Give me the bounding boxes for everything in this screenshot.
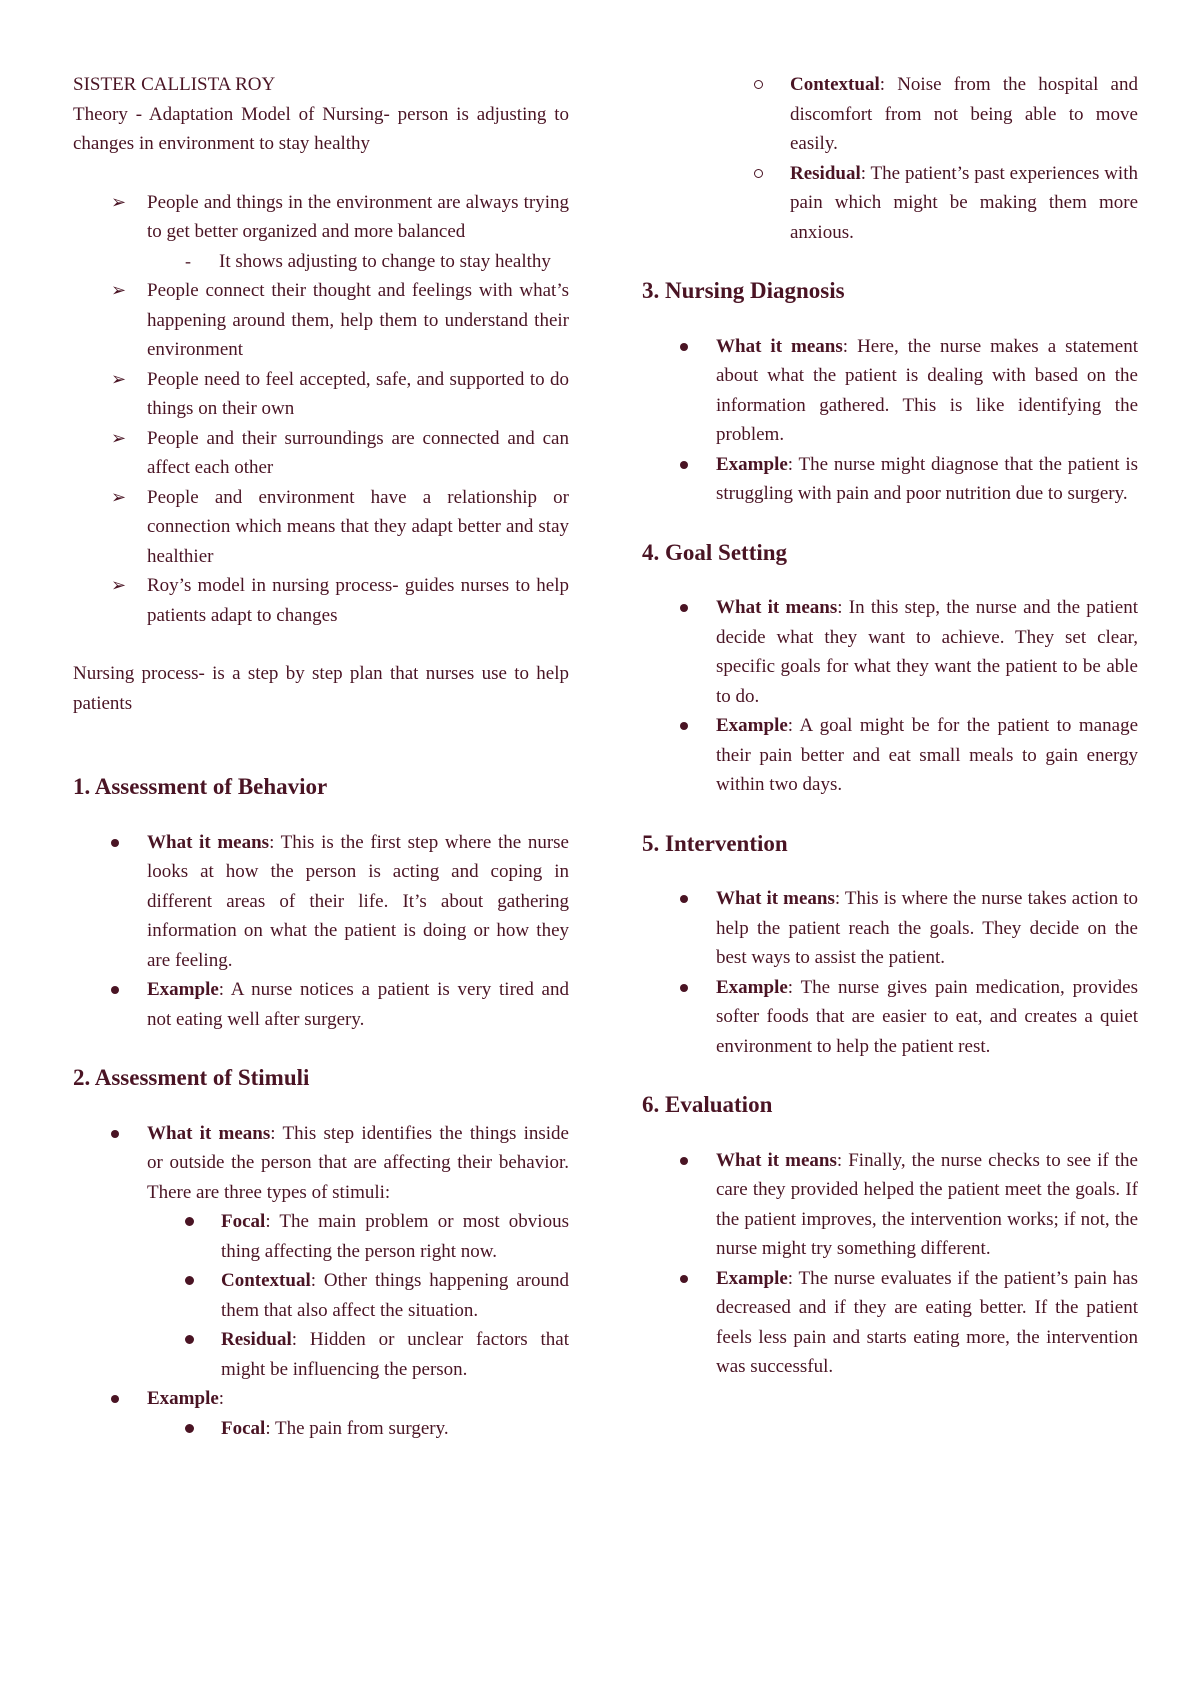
sub-list-item: Focal: The main problem or most obvious thing affecting the person right now. bbox=[73, 1207, 569, 1266]
bullet-circle-icon bbox=[185, 1335, 194, 1344]
bullet-dot-icon bbox=[680, 461, 688, 469]
sub-list-item: Contextual: Noise from the hospital and discomfort from not being able to move easily. bbox=[642, 70, 1138, 159]
right-column bbox=[642, 70, 1138, 1382]
sub-list-item: Residual: The patient’s past experiences with pain which might be making them more anxious. bbox=[642, 159, 1138, 248]
list-item: ➢ Roy’s model in nursing process- guides nurses to help patients adapt to changes bbox=[73, 571, 569, 630]
bullet-dot-icon bbox=[680, 604, 688, 612]
bullet-dot-icon bbox=[680, 1275, 688, 1283]
bullet-circle-icon bbox=[185, 1217, 194, 1226]
sub-list-item: - It shows adjusting to change to stay healthy bbox=[73, 247, 569, 277]
goal-setting-list bbox=[642, 593, 1138, 800]
section-heading-goal-setting: 4. Goal Setting bbox=[642, 539, 788, 565]
intervention-list bbox=[642, 884, 1138, 1061]
nursing-process-definition: Nursing process- is a step by step plan that nurses use to help patients bbox=[73, 663, 569, 714]
bullet-circle-icon bbox=[754, 169, 763, 178]
section-heading-evaluation: 6. Evaluation bbox=[642, 1092, 773, 1117]
arrowhead-bullet-icon: ➢ bbox=[111, 368, 127, 389]
list-item: ➢ People and environment have a relationship or connection which means that they adapt better and stay healthier bbox=[73, 483, 569, 572]
theory-text: Theory - Adaptation Model of Nursing- person is adjusting to changes in environment to stay healthy bbox=[73, 103, 569, 154]
left-column bbox=[73, 70, 569, 1443]
evaluation-list bbox=[642, 1146, 1138, 1382]
assessment-behavior-list bbox=[73, 828, 569, 1035]
list-item: Example: Focal: The pain from surgery. bbox=[73, 1384, 569, 1443]
assessment-stimuli-list bbox=[73, 1119, 569, 1444]
list-item: ➢ People connect their thought and feelings with what’s happening around them, help them to understand their environment bbox=[73, 276, 569, 365]
bullet-circle-icon bbox=[185, 1276, 194, 1285]
arrowhead-bullet-icon: ➢ bbox=[111, 575, 127, 595]
bullet-dot-icon bbox=[111, 1395, 119, 1403]
list-item: ➢ People and their surroundings are connected and can affect each other bbox=[73, 424, 569, 483]
list-item: ➢ People need to feel accepted, safe, and supported to do things on their own bbox=[73, 365, 569, 424]
bullet-dot-icon bbox=[680, 895, 688, 903]
bullet-dot-icon bbox=[680, 722, 688, 730]
list-item: Example: The nurse gives pain medication, provides softer foods that are easier to eat, and creates a quiet environment to help the patient rest. bbox=[642, 973, 1138, 1062]
sub-list-item: Focal: The pain from surgery. bbox=[73, 1414, 569, 1444]
list-item: ➢ People and things in the environment are always trying to get better organized and more balanced - It shows adjusting to change to stay healthy bbox=[73, 188, 569, 277]
document-title: SISTER CALLISTA ROY bbox=[73, 74, 276, 95]
list-item: What it means: This step identifies the things inside or outside the person that are affecting their behavior. There are three types of stimuli: Focal: The main problem or most obvious thing affecting the person right now. Contextual: Other things happening around them that also affect the situation. Residual: Hidden or unclear factors that might be influencing the person. bbox=[73, 1119, 569, 1385]
section-heading-nursing-diagnosis: 3. Nursing Diagnosis bbox=[642, 278, 845, 303]
bullet-dot-icon bbox=[111, 1130, 119, 1138]
bullet-dot-icon bbox=[111, 839, 119, 847]
section-heading-assessment-behavior: 1. Assessment of Behavior bbox=[73, 774, 328, 799]
arrowhead-bullet-icon: ➢ bbox=[111, 191, 127, 212]
list-item: Example: A goal might be for the patient to manage their pain better and eat small meals to gain energy within two days. bbox=[642, 711, 1138, 800]
bullet-dot-icon bbox=[111, 986, 119, 994]
bullet-dot-icon bbox=[680, 343, 688, 351]
list-item: Example: The nurse might diagnose that the patient is struggling with pain and poor nutrition due to surgery. bbox=[642, 450, 1138, 509]
sub-list-item: Residual: Hidden or unclear factors that might be influencing the person. bbox=[73, 1325, 569, 1384]
arrowhead-bullet-icon: ➢ bbox=[111, 486, 127, 507]
section-heading-intervention: 5. Intervention bbox=[642, 830, 788, 856]
stimuli-example-continued-list bbox=[642, 70, 1138, 247]
list-item: What it means: This is the first step where the nurse looks at how the person is acting and coping in different areas of their life. It’s about gathering information on what the patient is doing or how they are feeling. bbox=[73, 828, 569, 976]
list-item: What it means: This is where the nurse takes action to help the patient reach the goals. They decide on the best ways to assist the patient. bbox=[642, 884, 1138, 973]
nursing-diagnosis-list bbox=[642, 332, 1138, 509]
arrowhead-bullet-icon: ➢ bbox=[111, 427, 127, 448]
list-item: Example: A nurse notices a patient is very tired and not eating well after surgery. bbox=[73, 975, 569, 1034]
roy-points-list bbox=[73, 188, 569, 631]
sub-list-item: Contextual: Other things happening around them that also affect the situation. bbox=[73, 1266, 569, 1325]
bullet-circle-icon bbox=[754, 80, 763, 89]
list-item: What it means: Finally, the nurse checks to see if the care they provided helped the patient meet the goals. If the patient improves, the intervention works; if not, the nurse might try something different. bbox=[642, 1146, 1138, 1264]
section-heading-assessment-stimuli: 2. Assessment of Stimuli bbox=[73, 1065, 310, 1090]
bullet-dot-icon bbox=[680, 984, 688, 992]
list-item: What it means: In this step, the nurse and the patient decide what they want to achieve. They set clear, specific goals for what they want the patient to be able to do. bbox=[642, 593, 1138, 711]
arrowhead-bullet-icon: ➢ bbox=[111, 280, 127, 300]
dash-bullet-icon: - bbox=[185, 250, 191, 271]
list-item: What it means: Here, the nurse makes a statement about what the patient is dealing with based on the information gathered. This is like identifying the problem. bbox=[642, 332, 1138, 450]
bullet-dot-icon bbox=[680, 1157, 688, 1165]
list-item: Example: The nurse evaluates if the patient’s pain has decreased and if they are eating better. If the patient feels less pain and starts eating more, the intervention was successful. bbox=[642, 1264, 1138, 1382]
bullet-circle-icon bbox=[185, 1424, 194, 1433]
